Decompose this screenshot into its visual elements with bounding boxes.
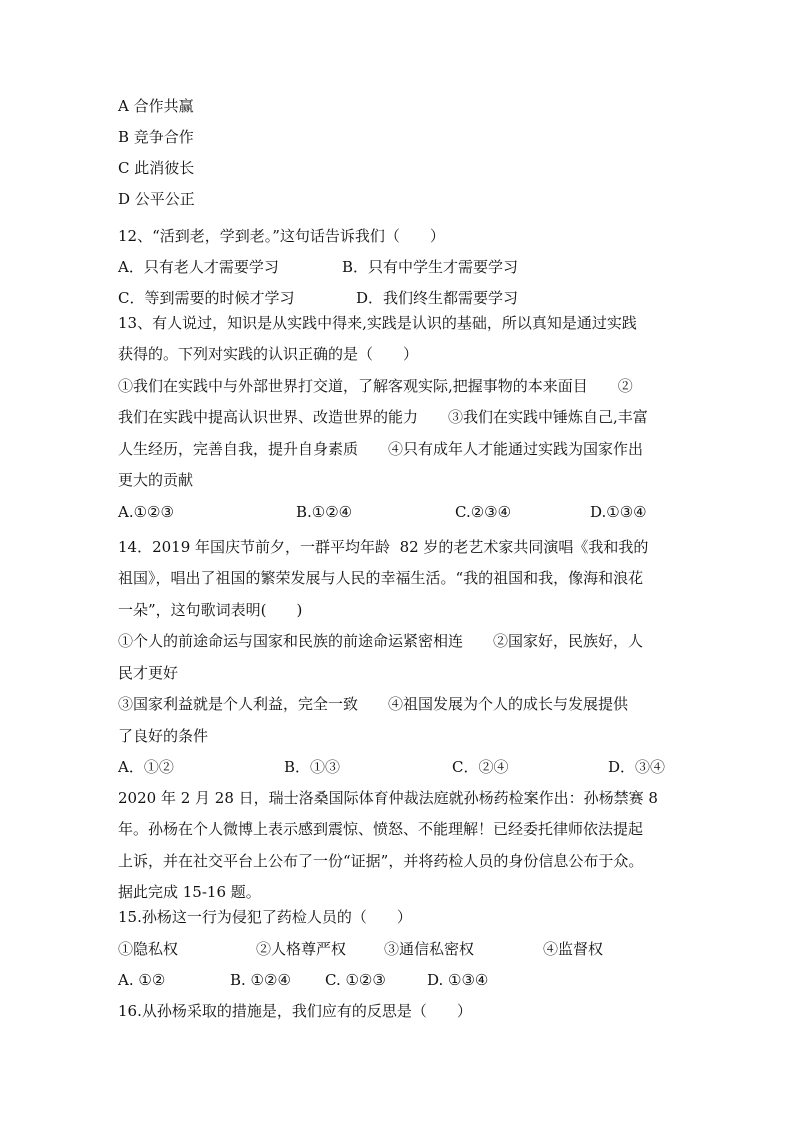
q13-line-6: 更大的贡献 [118,471,194,489]
q15-option-d: D. ①③④ [427,971,489,989]
q14-option-c: C．②④ [452,758,509,776]
q13-line-1: 13、有人说过，知识是从实践中得来,实践是认识的基础，所以真知是通过实践 [118,314,637,332]
q15-option-c: C. ①②③ [325,971,386,989]
q13-option-c: C.②③④ [455,503,512,521]
q12-option-c: C．等到需要的时候才学习 [118,289,295,307]
q14-line-2: 祖国》，唱出了祖国的繁荣发展与人民的幸福生活。“我的祖国和我，像海和浪花 [118,569,644,587]
q11-option-a: A 合作共赢 [118,97,194,115]
q11-option-b: B 竞争合作 [118,128,194,146]
q13-line-3: ①我们在实践中与外部世界打交道，了解客观实际,把握事物的本来面目 ② [118,377,633,395]
q15-item-3: ③通信私密权 [384,940,475,958]
material-line-4: 据此完成 15-16 题。 [118,883,261,901]
q13-option-a: A.①②③ [118,503,174,521]
q12-option-b: B．只有中学生才需要学习 [342,258,519,276]
q13-option-d: D.①③④ [590,503,647,521]
q13-option-b: B.①②④ [296,503,353,521]
q15-item-2: ②人格尊严权 [256,940,347,958]
q15-item-4: ④监督权 [543,940,604,958]
q14-line-5: 民才更好 [118,664,179,682]
q11-option-d: D 公平公正 [118,190,195,208]
q14-option-a: A．①② [118,758,174,776]
q16-stem: 16.从孙杨采取的措施是，我们应有的反思是（ ） [118,1002,472,1020]
q13-line-4: 我们在实践中提高认识世界、改造世界的能力 ③我们在实践中锤炼自己,丰富 [118,408,648,426]
q14-line-1: 14．2019 年国庆节前夕，一群平均年龄 82 岁的老艺术家共同演唱《我和我的 [118,538,649,556]
q13-line-2: 获得的。下列对实践的认识正确的是（ ） [118,345,419,363]
q14-option-b: B．①③ [284,758,341,776]
q11-option-c: C 此消彼长 [118,159,195,177]
q12-option-d: D．我们终生都需要学习 [356,289,519,307]
q15-option-a: A. ①② [118,971,166,989]
q15-item-1: ①隐私权 [118,940,179,958]
q12-stem: 12、“活到老，学到老。”这句话告诉我们（ ） [118,227,445,245]
q15-option-b: B. ①②④ [230,971,291,989]
material-line-1: 2020 年 2 月 28 日，瑞士洛桑国际体育仲裁法庭就孙杨药检案作出：孙杨禁赛 8 [118,789,658,807]
q12-option-a: A．只有老人才需要学习 [118,258,279,276]
material-line-3: 上诉，并在社交平台上公布了一份“证据”，并将药检人员的身份信息公布于众。 [118,852,644,870]
q14-line-6: ③国家利益就是个人利益，完全一致 ④祖国发展为个人的成长与发展提供 [118,695,629,713]
material-line-2: 年。孙杨在个人微博上表示感到震惊、愤怒、不能理解！已经委托律师依法提起 [118,820,644,838]
q14-line-7: 了良好的条件 [118,727,209,745]
q14-line-3: 一朵”，这句歌词表明( ) [118,601,303,619]
q14-option-d: D．③④ [608,758,666,776]
q13-line-5: 人生经历，完善自我，提升自身素质 ④只有成年人才能通过实践为国家作出 [118,440,644,458]
q14-line-4: ①个人的前途命运与国家和民族的前途命运紧密相连 ②国家好，民族好，人 [118,632,644,650]
q15-stem: 15.孙杨这一行为侵犯了药检人员的（ ） [118,908,412,926]
